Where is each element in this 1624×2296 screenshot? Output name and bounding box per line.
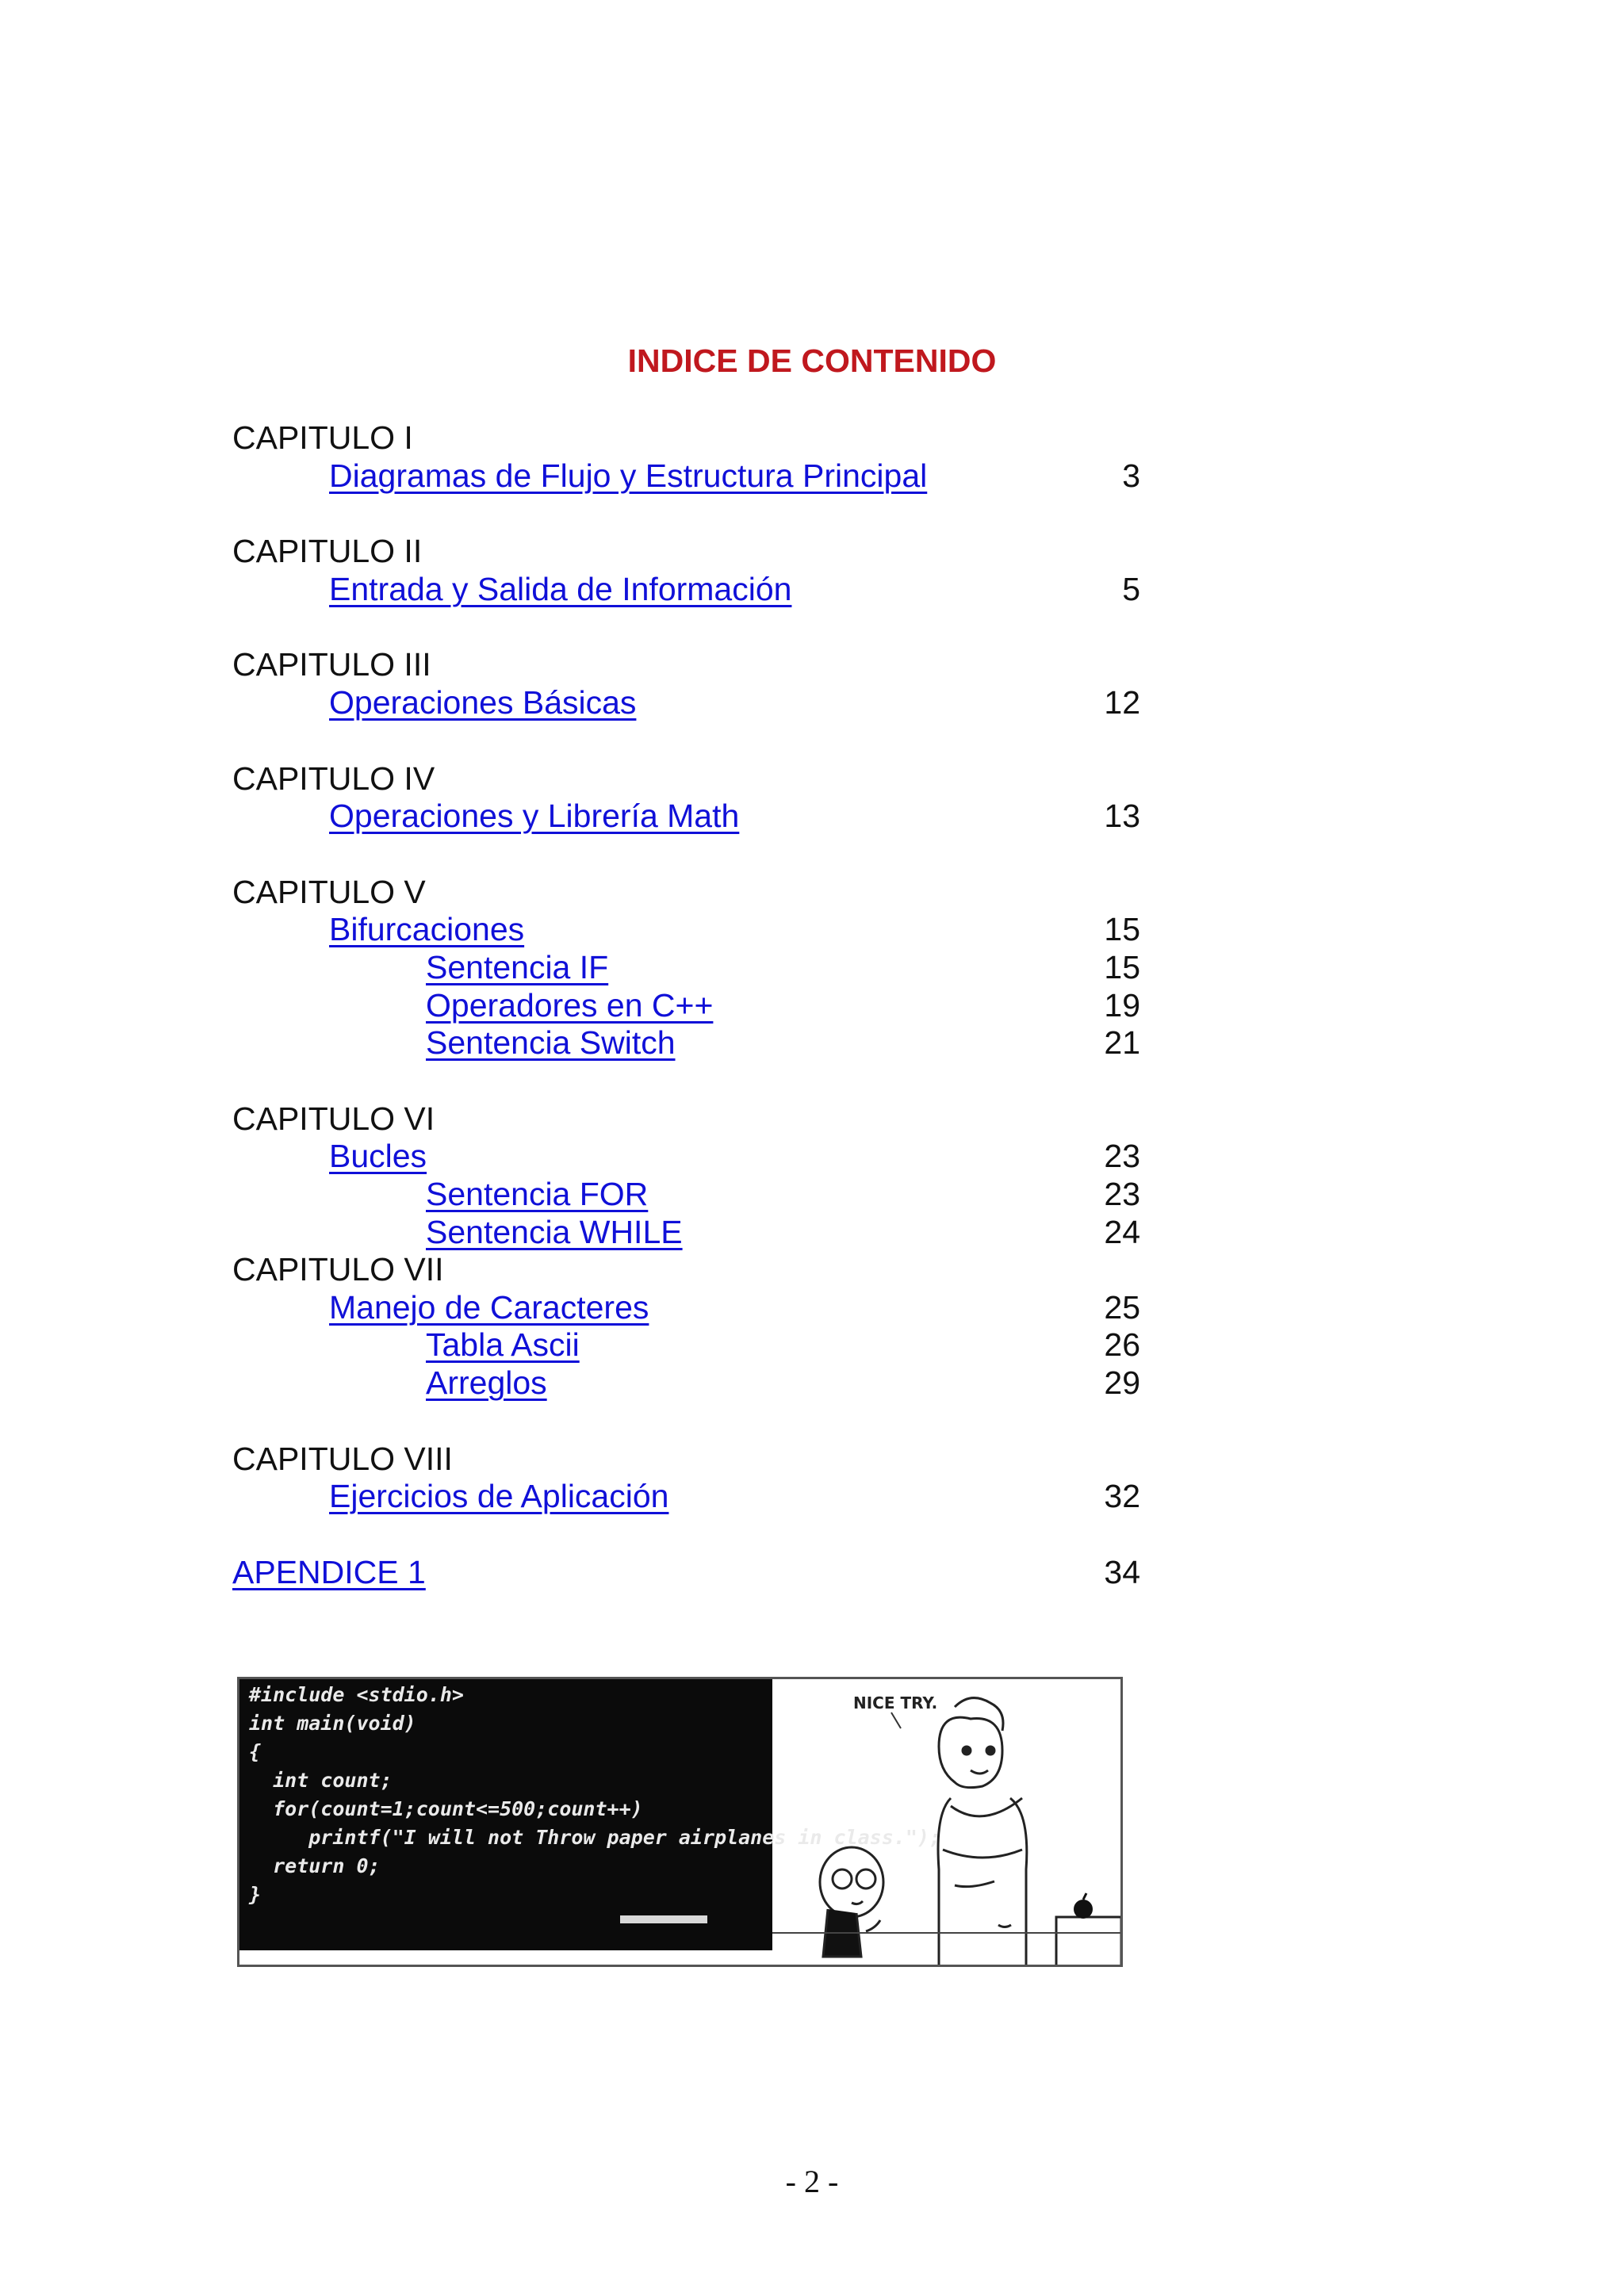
toc-entry xyxy=(329,910,524,948)
toc-link[interactable]: Arreglos xyxy=(426,1364,547,1401)
chapter-heading: CAPITULO I xyxy=(232,419,413,456)
toc-link[interactable]: Diagramas de Flujo y Estructura Principal xyxy=(329,457,928,494)
toc-page-number: 23 xyxy=(1104,1176,1140,1212)
chapter-heading: CAPITULO V xyxy=(232,873,426,910)
toc-entry xyxy=(426,1213,683,1251)
toc-entry xyxy=(329,683,636,721)
toc-link[interactable]: Sentencia Switch xyxy=(426,1024,676,1062)
chapter-heading: CAPITULO III xyxy=(232,646,431,683)
code-line: int main(void) xyxy=(249,1712,416,1735)
page-title: INDICE DE CONTENIDO xyxy=(627,342,997,379)
code-line: #include <stdio.h> xyxy=(249,1683,464,1706)
chapter-heading: CAPITULO VI xyxy=(232,1100,435,1137)
toc-page-number: 15 xyxy=(1104,949,1140,985)
chapter-heading: CAPITULO II xyxy=(232,533,423,570)
toc-page-number: 5 xyxy=(1122,570,1140,607)
toc-link[interactable]: Sentencia WHILE xyxy=(426,1213,683,1250)
toc-page-number: 32 xyxy=(1104,1478,1140,1515)
toc-entry xyxy=(426,1364,547,1402)
toc-link[interactable]: Tabla Ascii xyxy=(426,1326,580,1364)
toc-link[interactable]: APENDICE 1 xyxy=(232,1553,426,1590)
comic-strip xyxy=(237,1677,1123,1967)
toc-link[interactable]: Bifurcaciones xyxy=(329,911,525,948)
toc-entry xyxy=(329,570,791,608)
toc-link[interactable]: Manejo de Caracteres xyxy=(329,1288,649,1326)
toc-entry xyxy=(426,986,713,1024)
toc-entry xyxy=(329,457,927,495)
toc-link[interactable]: Operaciones y Librería Math xyxy=(329,798,740,835)
toc-link[interactable]: Sentencia IF xyxy=(426,949,609,985)
chapter-heading: CAPITULO VII xyxy=(232,1251,444,1288)
toc-link[interactable]: Bucles xyxy=(329,1138,427,1175)
toc-page-number: 24 xyxy=(1104,1213,1140,1250)
toc-entry xyxy=(329,1477,668,1515)
toc-page-number: 21 xyxy=(1104,1024,1140,1062)
code-line: } xyxy=(249,1883,262,1906)
toc-link[interactable]: Operadores en C++ xyxy=(426,986,714,1024)
toc-entry xyxy=(426,1326,580,1364)
code-line: return 0; xyxy=(249,1854,381,1877)
toc-page-number: 34 xyxy=(1104,1553,1140,1590)
toc-page-number: 13 xyxy=(1104,798,1140,835)
toc-link[interactable]: Operaciones Básicas xyxy=(329,684,637,721)
chapter-heading: CAPITULO VIII xyxy=(232,1440,453,1477)
toc-page-number: 19 xyxy=(1104,986,1140,1024)
code-line: printf("I will not Throw paper airplanes in class."); xyxy=(249,1826,941,1849)
toc-page-number: 25 xyxy=(1104,1288,1140,1326)
code-line: for(count=1;count<=500;count++) xyxy=(249,1797,643,1820)
teacher-and-student-illustration xyxy=(772,1679,1123,1966)
classroom-scene xyxy=(772,1679,1123,1966)
speech-text: NICE TRY. xyxy=(853,1693,938,1712)
toc-page-number: 12 xyxy=(1104,684,1140,721)
code-line: { xyxy=(249,1740,262,1763)
toc-entry xyxy=(426,1024,676,1062)
toc-entry xyxy=(232,1553,426,1591)
toc-entry xyxy=(329,1137,427,1175)
toc-entry xyxy=(426,1175,648,1213)
toc-page-number: 26 xyxy=(1104,1326,1140,1364)
code-line: int count; xyxy=(249,1769,393,1792)
toc-link[interactable]: Sentencia FOR xyxy=(426,1176,649,1212)
chalk-tray xyxy=(620,1915,707,1923)
toc-link[interactable]: Ejercicios de Aplicación xyxy=(329,1478,669,1515)
toc-entry xyxy=(329,797,739,835)
toc-page-number: 23 xyxy=(1104,1138,1140,1175)
page-number: - 2 - xyxy=(785,2164,839,2199)
chapter-heading: CAPITULO IV xyxy=(232,760,435,797)
toc-page-number: 15 xyxy=(1104,911,1140,948)
toc-page-number: 3 xyxy=(1122,457,1140,494)
toc-page-number: 29 xyxy=(1104,1364,1140,1401)
toc-entry xyxy=(329,1288,649,1326)
toc-entry xyxy=(426,948,608,986)
toc-link[interactable]: Entrada y Salida de Información xyxy=(329,570,792,607)
